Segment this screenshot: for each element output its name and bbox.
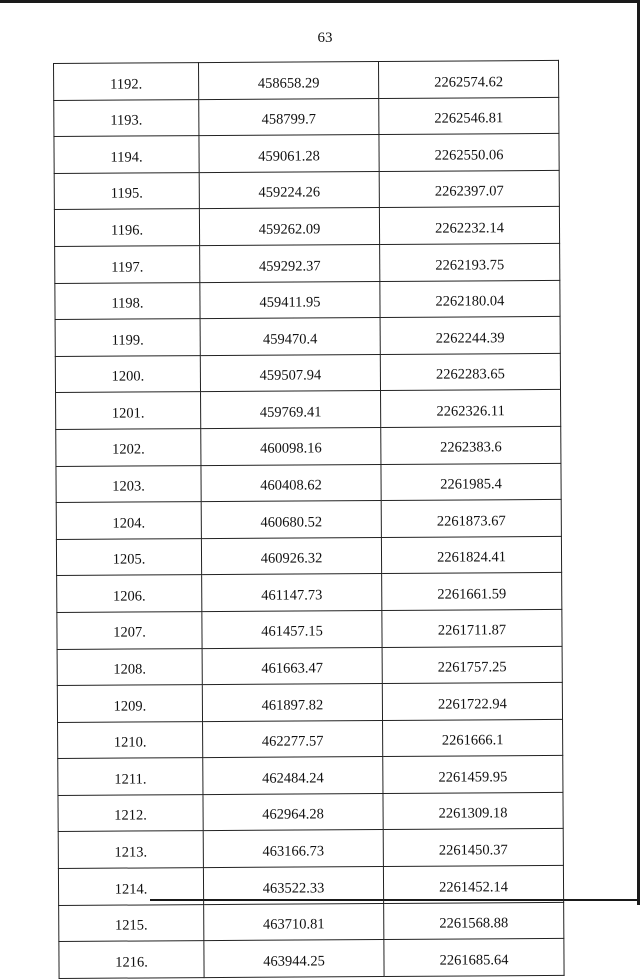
x-coordinate-cell: 463522.33: [203, 867, 383, 905]
x-coordinate-cell: 459470.4: [200, 318, 380, 356]
table-row: [59, 902, 564, 942]
page-number: 63: [317, 30, 333, 46]
x-coordinate-cell: 460098.16: [201, 427, 381, 465]
y-coordinate-cell: 2262283.65: [380, 353, 560, 391]
point-number-cell: 1200.: [55, 355, 200, 392]
point-number-cell: 1203.: [56, 465, 201, 502]
x-coordinate-cell: 460680.52: [201, 501, 381, 539]
point-number-cell: 1207.: [57, 612, 202, 649]
x-coordinate-cell: 461457.15: [202, 610, 382, 648]
y-coordinate-cell: 2262232.14: [379, 207, 559, 245]
table-row: [58, 829, 563, 869]
y-coordinate-cell: 2262193.75: [380, 243, 560, 281]
table-row: [54, 134, 559, 174]
point-number-cell: 1204.: [56, 502, 201, 539]
y-coordinate-cell: 2261985.4: [381, 463, 561, 501]
x-coordinate-cell: 461663.47: [202, 647, 382, 685]
y-coordinate-cell: 2262574.62: [378, 60, 558, 98]
point-number-cell: 1214.: [58, 868, 203, 905]
point-number-cell: 1199.: [55, 319, 200, 356]
table-row: [57, 682, 562, 722]
table-row: [56, 463, 561, 503]
point-number-cell: 1195.: [54, 172, 199, 209]
point-number-cell: 1192.: [54, 63, 199, 100]
table-row: [57, 609, 562, 649]
x-coordinate-cell: 459769.41: [201, 391, 381, 429]
x-coordinate-cell: 462484.24: [203, 757, 383, 795]
point-number-cell: 1196.: [54, 209, 199, 246]
y-coordinate-cell: 2262244.39: [380, 317, 560, 355]
point-number-cell: 1206.: [57, 575, 202, 612]
coordinates-table-body: [54, 60, 565, 978]
point-number-cell: 1213.: [58, 831, 203, 868]
x-coordinate-cell: 458658.29: [199, 62, 379, 100]
table-row: [54, 170, 559, 210]
x-coordinate-cell: 459224.26: [199, 171, 379, 209]
point-number-cell: 1193.: [54, 99, 199, 136]
x-coordinate-cell: 462277.57: [203, 720, 383, 758]
x-coordinate-cell: 459507.94: [200, 354, 380, 392]
point-number-cell: 1201.: [56, 392, 201, 429]
y-coordinate-cell: 2261568.88: [384, 902, 564, 940]
table-row: [54, 207, 559, 247]
table-row: [57, 646, 562, 686]
point-number-cell: 1198.: [55, 282, 200, 319]
table-row: [58, 719, 563, 759]
y-coordinate-cell: 2261711.87: [382, 609, 562, 647]
x-coordinate-cell: 461147.73: [202, 574, 382, 612]
table-row: [59, 939, 564, 979]
table-row: [56, 390, 561, 430]
x-coordinate-cell: 460408.62: [201, 464, 381, 502]
x-coordinate-cell: 463944.25: [204, 940, 384, 978]
table-row: [56, 426, 561, 466]
y-coordinate-cell: 2262180.04: [380, 280, 560, 318]
table-row: [55, 280, 560, 320]
y-coordinate-cell: 2261873.67: [381, 500, 561, 538]
y-coordinate-cell: 2261309.18: [383, 792, 563, 830]
table-row: [55, 353, 560, 393]
y-coordinate-cell: 2262383.6: [381, 426, 561, 464]
x-coordinate-cell: 463710.81: [204, 903, 384, 941]
y-coordinate-cell: 2261757.25: [382, 646, 562, 684]
table-row: [57, 573, 562, 613]
point-number-cell: 1205.: [56, 538, 201, 575]
table-row: [55, 243, 560, 283]
y-coordinate-cell: 2262550.06: [379, 134, 559, 172]
y-coordinate-cell: 2262546.81: [379, 97, 559, 135]
coordinates-table: [53, 60, 565, 979]
table-row: [56, 536, 561, 576]
x-coordinate-cell: 459292.37: [200, 244, 380, 282]
y-coordinate-cell: 2261824.41: [381, 536, 561, 574]
y-coordinate-cell: 2261661.59: [382, 573, 562, 611]
point-number-cell: 1209.: [57, 685, 202, 722]
x-coordinate-cell: 463166.73: [203, 830, 383, 868]
point-number-cell: 1194.: [54, 136, 199, 173]
y-coordinate-cell: 2261685.64: [384, 939, 564, 977]
scan-border-top: [0, 0, 640, 3]
point-number-cell: 1216.: [59, 941, 204, 978]
x-coordinate-cell: 460926.32: [201, 537, 381, 575]
point-number-cell: 1197.: [55, 246, 200, 283]
table-row: [54, 97, 559, 137]
y-coordinate-cell: 2261722.94: [382, 682, 562, 720]
point-number-cell: 1212.: [58, 794, 203, 831]
point-number-cell: 1208.: [57, 648, 202, 685]
point-number-cell: 1211.: [58, 758, 203, 795]
table-row: [55, 317, 560, 357]
x-coordinate-cell: 459411.95: [200, 281, 380, 319]
y-coordinate-cell: 2261450.37: [383, 829, 563, 867]
point-number-cell: 1202.: [56, 429, 201, 466]
y-coordinate-cell: 2261452.14: [383, 865, 563, 903]
x-coordinate-cell: 459262.09: [199, 208, 379, 246]
y-coordinate-cell: 2262397.07: [379, 170, 559, 208]
point-number-cell: 1215.: [59, 904, 204, 941]
table-row: [58, 865, 563, 905]
y-coordinate-cell: 2262326.11: [381, 390, 561, 428]
x-coordinate-cell: 459061.28: [199, 135, 379, 173]
x-coordinate-cell: 458799.7: [199, 98, 379, 136]
table-row: [54, 60, 559, 100]
table-row: [58, 792, 563, 832]
point-number-cell: 1210.: [58, 721, 203, 758]
y-coordinate-cell: 2261666.1: [383, 719, 563, 757]
table-row: [58, 756, 563, 796]
x-coordinate-cell: 462964.28: [203, 793, 383, 831]
table-row: [56, 500, 561, 540]
y-coordinate-cell: 2261459.95: [383, 756, 563, 794]
x-coordinate-cell: 461897.82: [202, 684, 382, 722]
